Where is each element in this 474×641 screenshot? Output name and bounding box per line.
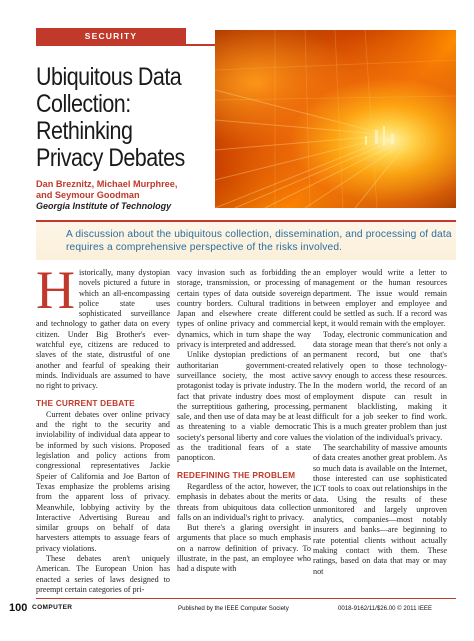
article-title bbox=[36, 64, 208, 172]
text-column-3 bbox=[313, 268, 447, 577]
paragraph: These debates aren't uniquely American. The European Union has enacted a series of laws designed to preempt certain categories of pri- bbox=[36, 554, 170, 594]
abstract: A discussion about the ubiquitous collection, dissemination, and processing of data requires a comprehensive perspective of the risks involved. bbox=[36, 220, 456, 260]
text-column-2 bbox=[177, 268, 311, 575]
title-line: Privacy Debates bbox=[36, 144, 185, 172]
section-heading: REDEFINING THE PROBLEM bbox=[177, 469, 296, 480]
title-line: Collection: Rethinking bbox=[36, 90, 133, 145]
title-line: Ubiquitous Data bbox=[36, 63, 182, 91]
author-affiliation: Georgia Institute of Technology bbox=[36, 201, 172, 211]
drop-cap: H bbox=[36, 260, 75, 320]
text-column-1 bbox=[36, 260, 170, 595]
author-line: Dan Breznitz, Michael Murphree, bbox=[36, 179, 178, 189]
page-number: 100 bbox=[9, 602, 28, 614]
footer-rule bbox=[36, 598, 456, 599]
author-line: and Seymour Goodman bbox=[36, 189, 140, 200]
publisher-line: Published by the IEEE Computer Society bbox=[178, 605, 289, 612]
hero-illustration bbox=[215, 30, 456, 208]
paragraph: Current debates over online privacy and the right to the security and inviolability of individual data appear to be informed by such visions. Proposed legislation and policy actions from congressional representatives Jackie Speier of California and Joe Barton of Texas emphasize the problems arising from the apparent loss of privacy. Meanwhile, lobbying activity by the Interactive Advertising Bureau and similar groups on behalf of data harvesters attempts to assuage fears of privacy violations. bbox=[36, 409, 170, 553]
author-list bbox=[36, 179, 226, 200]
paragraph: The searchability of massive amounts of data creates another great problem. As so much data is available on the Internet, those interested can use sophisticated ICT tools to coax out relationships in the data. Using the results of these unmonitored and largely unproven analytics, companies—most notably insurers and banks—are beginning to rate potential clients without actually making contact with them. These ratings, based on data that may or may not bbox=[313, 443, 447, 576]
paragraph: vacy invasion such as forbidding the storage, transmission, or processing of certain types of data outside sovereign country borders. Cultural traditions in Japan and elsewhere create different types of online privacy and commercial dynamics, which in turn shape the way privacy is interpreted and addressed. bbox=[177, 268, 311, 350]
publication-name: COMPUTER bbox=[32, 604, 73, 611]
copyright-line: 0018-9162/11/$26.00 © 2011 IEEE bbox=[338, 605, 433, 612]
section-heading: THE CURRENT DEBATE bbox=[36, 397, 135, 408]
paragraph bbox=[36, 260, 170, 392]
paragraph: Today, electronic communication and data storage mean that there's not only a permanent record, but one that's relatively open to those technology-savvy enough to access these resources. In the modern world, the record of an employment dispute can result in permanent blacklisting, making it difficult for a job seeker to find work. This is a much greater problem than just the violation of the individual's privacy. bbox=[313, 329, 447, 442]
paragraph: Regardless of the actor, however, the emphasis in debates about the merits or threats from ubiquitous data collection falls on an individual's right to privacy. bbox=[177, 481, 311, 522]
hero-light-streaks bbox=[215, 30, 456, 208]
paragraph: But there's a glaring oversight in arguments that place so much emphasis on a narrow definition of privacy. To illustrate, in the past, an employee who had a dispute with bbox=[177, 523, 311, 574]
header-rule bbox=[36, 44, 216, 46]
paragraph: an employer would write a letter to management or the human resources department. The issue would remain between employer and employee and could be settled as such. If a record was kept, it would remain with the employer. bbox=[313, 268, 447, 329]
section-label: SECURITY bbox=[36, 28, 186, 44]
paragraph: Unlike dystopian predictions of an authoritarian government-created surveillance society, the most active protagonist today is private industry. The fact that private industry does most of the surreptitious gathering, processing, sale, and then use of data may be at least as threatening to a viable democratic society's personal liberty and core values as the traditional fears of a state panopticon. bbox=[177, 350, 311, 463]
paragraph-text: istorically, many dystopian novels pictured a future in which an all-encompassing police state uses sophisticated surveillance and technology to gather data on every citizen. Under Big Brother's ever-watchful eye, citizens are reduced to slaves of the state, distrustful of one another and fearful of speaking their minds. Individuals are assumed to have no right to privacy. bbox=[36, 268, 170, 391]
